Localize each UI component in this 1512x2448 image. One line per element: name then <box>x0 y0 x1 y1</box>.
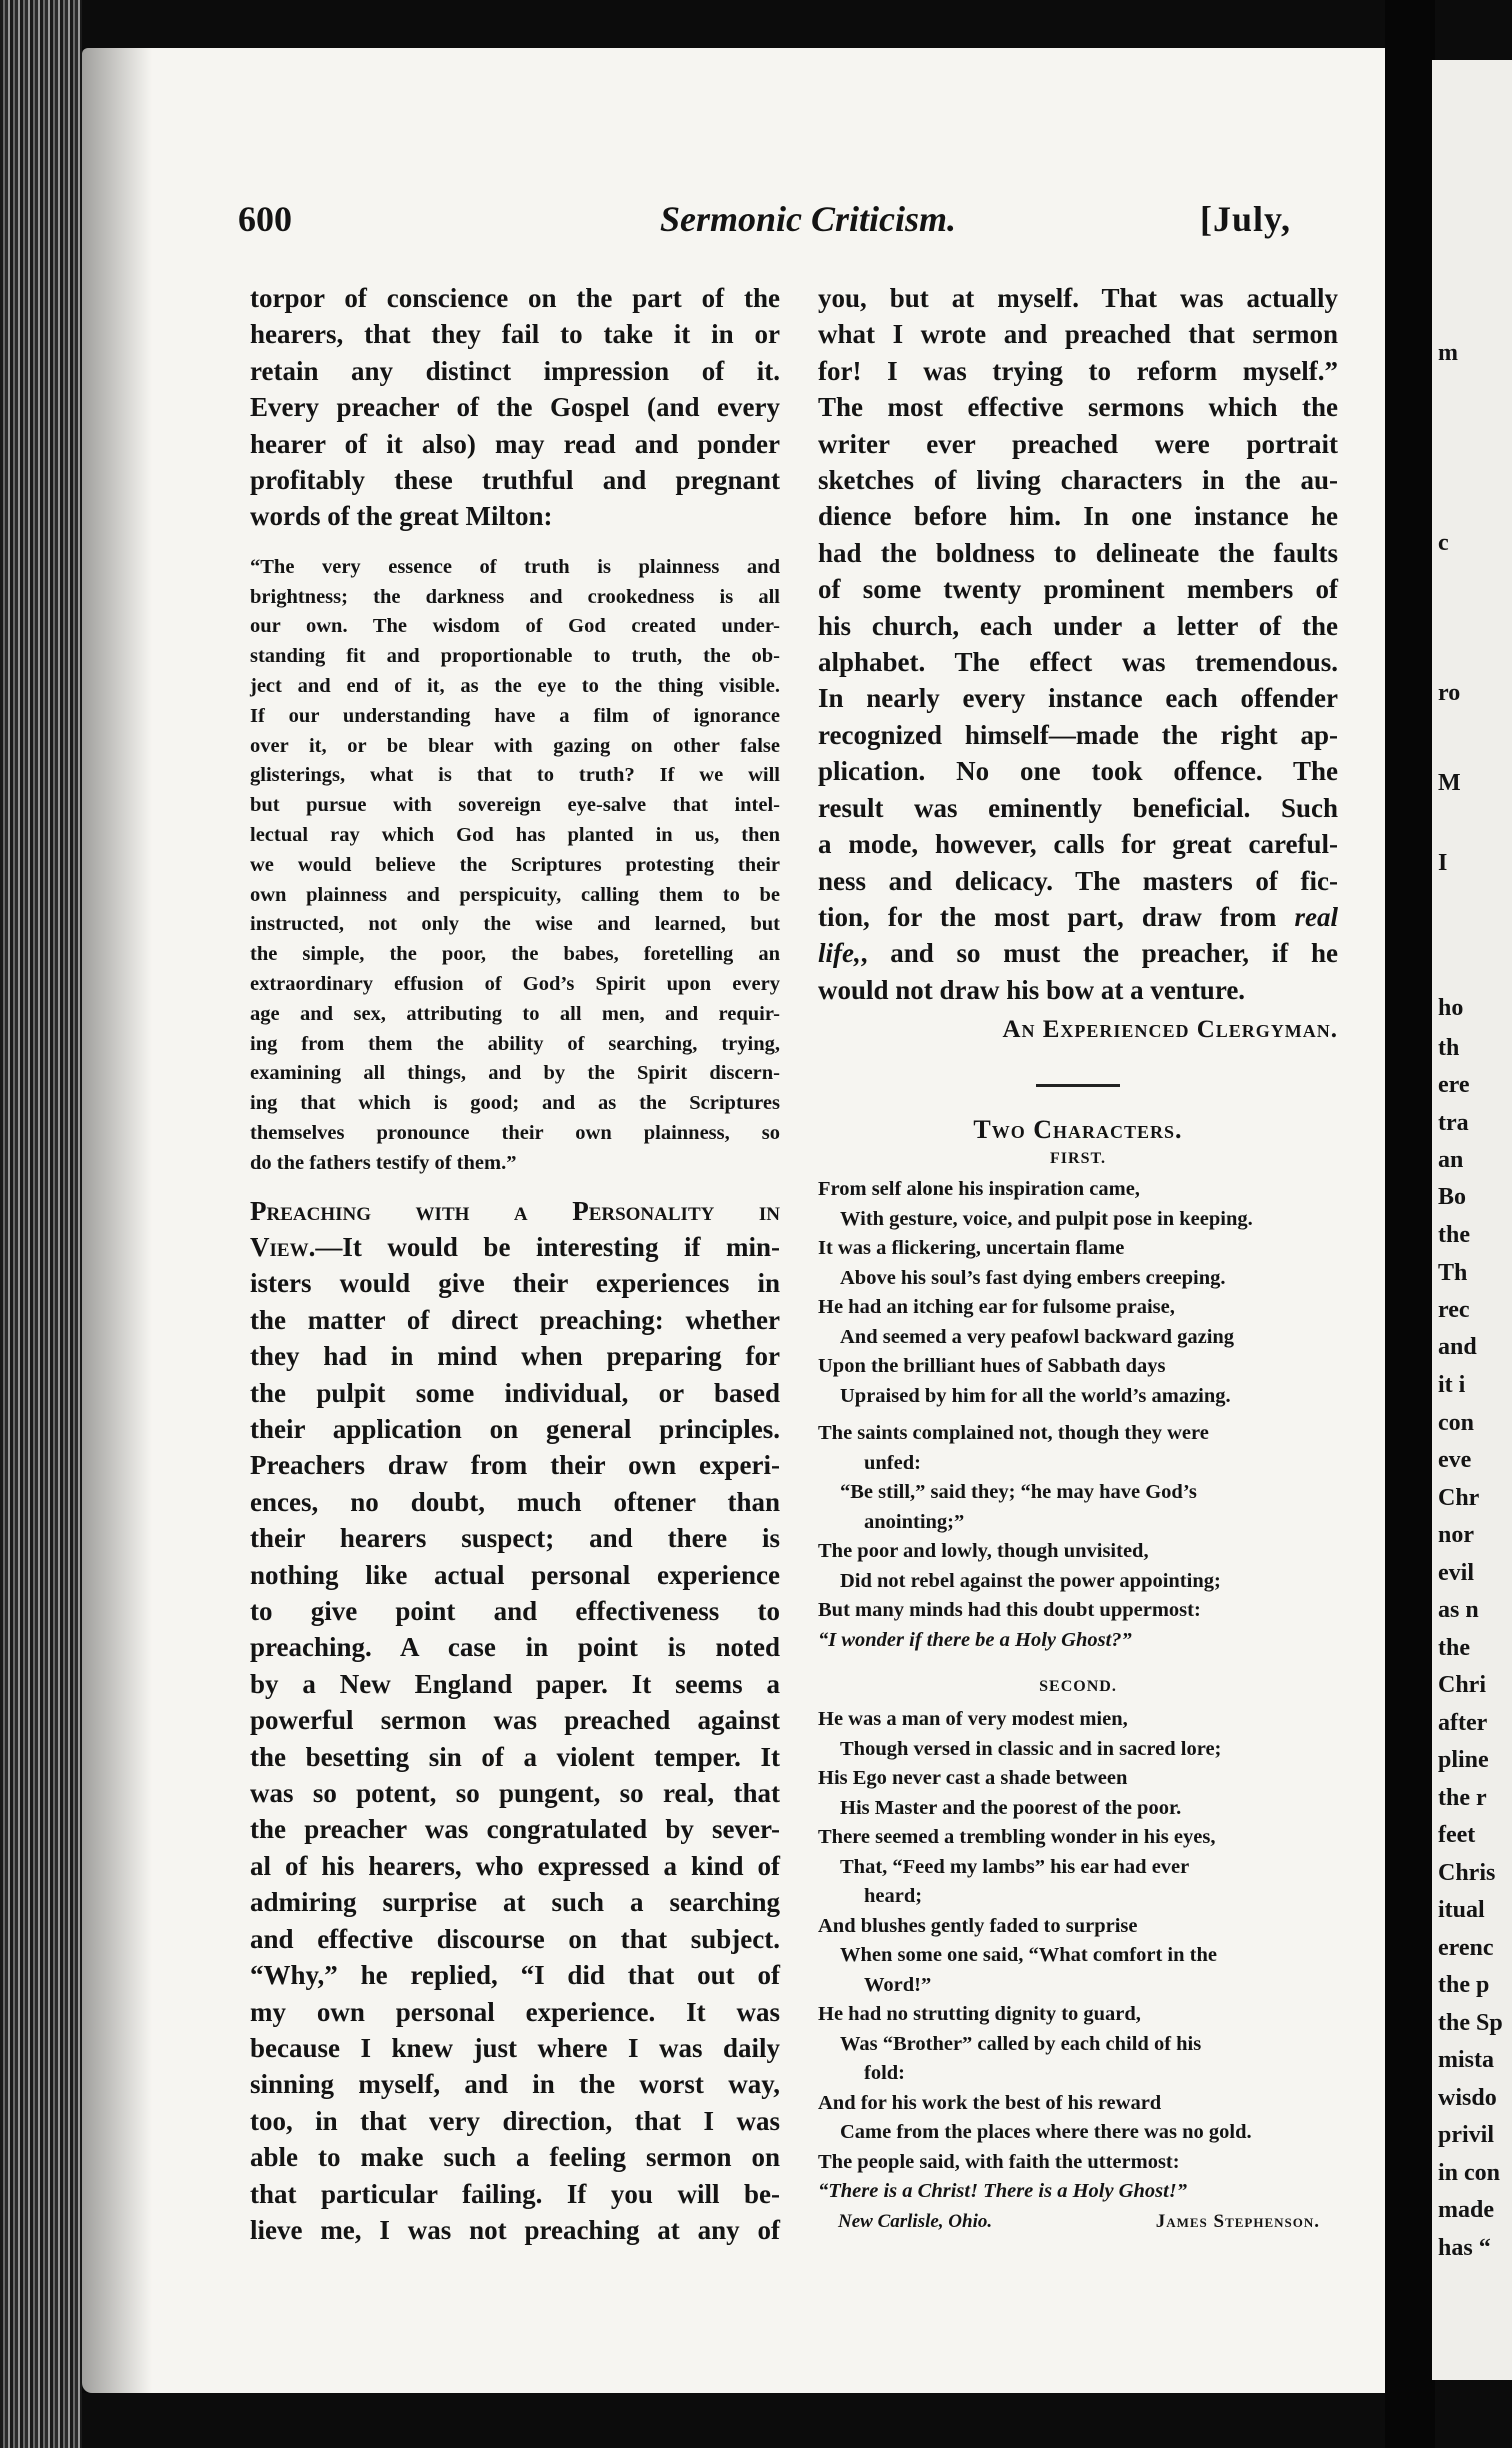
left-body-line: the besetting sin of a violent temper. It <box>250 1741 780 1772</box>
poem-line: But many minds had this doubt uppermost: <box>818 1599 1201 1622</box>
poem-line: That, “Feed my lambs” his ear had ever <box>840 1855 1190 1878</box>
left-body-line: able to make such a feeling sermon on <box>250 2142 780 2173</box>
left-body-line: preaching. A case in point is noted <box>250 1632 780 1663</box>
left-body-line: that particular failing. If you will be- <box>250 2178 780 2209</box>
next-page-fragment: itual <box>1438 1897 1485 1923</box>
left-body-line: ences, no doubt, much oftener than <box>250 1486 780 1517</box>
poem-line: Did not rebel against the power appointing; <box>840 1569 1221 1592</box>
right-column <box>818 280 1338 2237</box>
poem-line: fold: <box>864 2062 905 2085</box>
next-page-fragment: ere <box>1438 1072 1470 1098</box>
left-body-line: the pulpit some individual, or based <box>250 1377 780 1408</box>
left-body-line: sinning myself, and in the worst way, <box>250 2069 780 2100</box>
next-page-fragment: after <box>1438 1710 1488 1736</box>
right-body-line: sketches of living characters in the au- <box>818 465 1338 496</box>
poem-place: New Carlisle, Ohio. <box>838 2210 993 2232</box>
next-page-fragment: in con <box>1438 2160 1501 2186</box>
next-page-fragment: ro <box>1438 680 1461 706</box>
poem-line: He had no strutting dignity to guard, <box>818 2003 1141 2026</box>
right-body-line: dience before him. In one instance he <box>818 501 1338 532</box>
left-body-line: they had in mind when preparing for <box>250 1341 780 1372</box>
poem-line: unfed: <box>864 1451 921 1474</box>
poem-line: From self alone his inspiration came, <box>818 1178 1140 1201</box>
section-heading-end: View. <box>250 1231 316 1262</box>
poem-line: He had an itching ear for fulsome praise, <box>818 1296 1175 1319</box>
next-page-fragment: c <box>1438 530 1449 556</box>
poem-line: “I wonder if there be a Holy Ghost?” <box>818 1628 1132 1651</box>
left-body-line: was so potent, so pungent, so real, that <box>250 1778 780 1809</box>
left-body-line: isters would give their experiences in <box>250 1268 780 1299</box>
next-page-fragment: as n <box>1438 1597 1479 1623</box>
next-page-fragment: Chris <box>1438 1860 1496 1886</box>
quote-line: we would believe the Scriptures protesting their <box>250 853 780 876</box>
intro-line: torpor of conscience on the part of the <box>250 283 780 313</box>
intro-line: hearers, that they fail to take it in or <box>250 319 780 350</box>
poem-line: Though versed in classic and in sacred lore; <box>840 1737 1222 1760</box>
right-body-line: In nearly every instance each offender <box>818 683 1338 714</box>
next-page-fragment: the p <box>1438 1972 1490 1998</box>
milton-quote <box>250 553 780 1179</box>
quote-line: lectual ray which God has planted in us, then <box>250 824 780 847</box>
poem-line: And for his work the best of his reward <box>818 2091 1162 2114</box>
quote-line: instructed, not only the wise and learned, but <box>250 913 780 936</box>
quote-line: our own. The wisdom of God created under- <box>250 615 780 638</box>
next-page-fragment: Th <box>1438 1260 1468 1286</box>
italic-life: life, <box>818 938 861 969</box>
quote-line: brightness; the darkness and crookedness is all <box>250 585 780 608</box>
book-binding <box>0 0 82 2448</box>
quote-line: ject and end of it, as the eye to the thing visible. <box>250 675 780 698</box>
left-body-line: too, in that very direction, that I was <box>250 2105 780 2136</box>
poem-line: His Master and the poorest of the poor. <box>840 1796 1182 1819</box>
left-body-text <box>250 1265 780 2248</box>
poem-line: Upraised by him for all the world’s amazing. <box>840 1384 1231 1407</box>
right-body-line: alphabet. The effect was tremendous. <box>818 647 1338 678</box>
section-heading-rest: —It would be interesting if min- <box>315 1231 780 1262</box>
poem-line: And seemed a very peafowl backward gazing <box>840 1325 1235 1348</box>
next-page-fragment: Chri <box>1438 1672 1486 1698</box>
next-page-fragment: I <box>1438 850 1448 876</box>
poem-line: heard; <box>864 1885 923 1908</box>
poem-line: Word!” <box>864 1973 932 1996</box>
next-page-fragment: rec <box>1438 1297 1470 1323</box>
left-body-line: admiring surprise at such a searching <box>250 1887 780 1918</box>
next-page-fragment: M <box>1438 770 1461 796</box>
right-body-line: plication. No one took offence. The <box>818 756 1338 787</box>
left-body-line: powerful sermon was preached against <box>250 1705 780 1736</box>
next-page-fragment: has “ <box>1438 2235 1491 2261</box>
quote-line: age and sex, attributing to all men, and requir- <box>250 1002 780 1025</box>
poem-first-part <box>818 1175 1338 1655</box>
next-page-fragment: and <box>1438 1334 1477 1360</box>
poem-line: It was a flickering, uncertain flame <box>818 1237 1125 1260</box>
next-page-fragment: tra <box>1438 1110 1469 1136</box>
right-body-line: you, but at myself. That was actually <box>818 283 1338 313</box>
quote-line: ing from them the ability of searching, trying, <box>250 1032 780 1055</box>
running-month-text: [July, <box>1200 199 1292 239</box>
preaching-paragraph <box>250 1193 780 2249</box>
left-body-line: my own personal experience. It was <box>250 1996 780 2027</box>
next-page-fragment: Chr <box>1438 1485 1480 1511</box>
next-page-fragment: wisdo <box>1438 2085 1497 2111</box>
poem-line: He was a man of very modest mien, <box>818 1708 1128 1731</box>
right-body-line: had the boldness to delineate the faults <box>818 537 1338 568</box>
quote-line: ing that which is good; and as the Scriptures <box>250 1092 780 1115</box>
next-page-fragment: evil <box>1438 1560 1474 1586</box>
right-body-line: a mode, however, calls for great careful- <box>818 829 1338 860</box>
poem-first-label: FIRST. <box>1050 1150 1106 1168</box>
poem-line: Upon the brilliant hues of Sabbath days <box>818 1355 1166 1378</box>
quote-line: themselves pronounce their own plainness, so <box>250 1121 780 1144</box>
next-page-fragment: th <box>1438 1035 1460 1061</box>
stanza-gap <box>818 1411 1338 1419</box>
running-month <box>1200 198 1291 240</box>
next-page-fragment: feet <box>1438 1822 1476 1848</box>
left-body-line: their application on general principles. <box>250 1414 780 1445</box>
quote-line: extraordinary effusion of God’s Spirit upon every <box>250 973 780 995</box>
life-rest: , and so must the preacher, if he <box>860 938 1338 969</box>
next-page-fragment: nor <box>1438 1522 1474 1548</box>
left-body-line: nothing like actual personal experience <box>250 1559 780 1590</box>
poem-line: When some one said, “What comfort in the <box>840 1944 1217 1967</box>
left-body-line: to give point and effectiveness to <box>250 1596 780 1627</box>
poem-line: The poor and lowly, though unvisited, <box>818 1540 1149 1563</box>
left-body-line: because I knew just where I was daily <box>250 2032 780 2063</box>
section-heading-line <box>250 1193 780 1229</box>
poem-line: With gesture, voice, and pulpit pose in keeping. <box>840 1207 1253 1230</box>
poem-line: Came from the places where there was no gold. <box>840 2121 1252 2144</box>
next-page-fragment: eve <box>1438 1447 1472 1473</box>
left-body-line: by a New England paper. It seems a <box>250 1668 780 1699</box>
article-signature: An Experienced Clergyman. <box>1002 1016 1338 1044</box>
italic-real: real <box>1294 901 1338 932</box>
intro-line: hearer of it also) may read and ponder <box>250 428 780 459</box>
poem-line: His Ego never cast a shade between <box>818 1767 1128 1790</box>
page-number: 600 <box>238 199 292 239</box>
section-heading: Preaching with a Personality in <box>250 1195 780 1226</box>
next-page-fragment: ho <box>1438 995 1464 1021</box>
quote-line: but pursue with sovereign eye-salve that intel- <box>250 794 780 817</box>
right-body-line: result was eminently beneficial. Such <box>818 792 1338 823</box>
poem-signature <box>818 2207 1338 2237</box>
quote-line: standing fit and proportionable to truth, the ob- <box>250 645 780 668</box>
intro-line: retain any distinct impression of it. <box>250 355 780 386</box>
intro-line: Every preacher of the Gospel (and every <box>250 392 780 423</box>
next-page-fragment: it i <box>1438 1372 1466 1398</box>
poem-line: “There is a Christ! There is a Holy Ghost!” <box>818 2180 1188 2203</box>
poem-title: Two Characters. <box>973 1115 1183 1145</box>
next-page-fragment: Bo <box>1438 1184 1467 1210</box>
left-body-line: the preacher was congratulated by sever- <box>250 1814 780 1845</box>
left-body-line: the matter of direct preaching: whether <box>250 1304 780 1335</box>
intro-line: profitably these truthful and pregnant <box>250 465 780 496</box>
section-divider <box>1036 1084 1120 1087</box>
poem-second-label: SECOND. <box>1039 1678 1117 1696</box>
page-curl-shadow <box>82 48 152 2393</box>
next-page-edge <box>1432 60 1512 2380</box>
right-body-line-life <box>818 935 1338 971</box>
quote-line: If our understanding have a film of ignorance <box>250 704 780 727</box>
poem-line: The people said, with faith the uttermost: <box>818 2150 1180 2173</box>
poem-line: Was “Brother” called by each child of his <box>840 2032 1202 2055</box>
left-body-line: their hearers suspect; and there is <box>250 1523 780 1554</box>
quote-line: over it, or be blear with gazing on other false <box>250 734 780 757</box>
page-gap <box>1385 0 1435 2448</box>
left-body-line: “Why,” he replied, “I did that out of <box>250 1960 780 1991</box>
right-body-line: what I wrote and preached that sermon <box>818 319 1338 350</box>
next-page-fragment: mista <box>1438 2047 1494 2073</box>
next-page-fragment: the <box>1438 1635 1470 1661</box>
right-body-line: recognized himself—made the right ap- <box>818 719 1338 750</box>
section-heading-line-2 <box>250 1229 780 1265</box>
left-body-line: al of his hearers, who expressed a kind of <box>250 1850 780 1881</box>
right-body-line-italic: tion, for the most part, draw from real <box>818 901 1338 932</box>
next-page-fragment: the Sp <box>1438 2010 1503 2036</box>
poem-line: anointing;” <box>864 1510 965 1533</box>
right-body-line: ness and delicacy. The masters of fic- <box>818 865 1338 896</box>
next-page-fragment: m <box>1438 340 1458 366</box>
next-page-fragment: pline <box>1438 1747 1489 1773</box>
next-page-fragment: an <box>1438 1147 1464 1173</box>
next-page-fragment: made <box>1438 2197 1494 2223</box>
poem-author: James Stephenson. <box>1155 2210 1320 2232</box>
poem-line: The saints complained not, though they were <box>818 1422 1209 1445</box>
left-column <box>250 280 780 2248</box>
next-page-fragment: erenc <box>1438 1935 1494 1961</box>
right-body-line: his church, each under a letter of the <box>818 610 1338 641</box>
intro-line: words of the great Milton: <box>250 501 553 532</box>
poem-second-part <box>818 1705 1338 2207</box>
next-page-fragment: the r <box>1438 1785 1487 1811</box>
poem-line: There seemed a trembling wonder in his eyes, <box>818 1826 1216 1849</box>
quote-line: “The very essence of truth is plainness and <box>250 555 780 578</box>
right-body-line: The most effective sermons which the <box>818 392 1338 423</box>
quote-line: do the fathers testify of them.” <box>250 1151 517 1174</box>
right-body-final-line: would not draw his bow at a venture. <box>818 974 1246 1005</box>
poem-line: And blushes gently faded to surprise <box>818 1914 1138 1937</box>
quote-line: examining all things, and by the Spirit discern- <box>250 1062 780 1085</box>
quote-line: own plainness and perspicuity, calling them to be <box>250 883 780 906</box>
right-body-line: of some twenty prominent members of <box>818 574 1338 605</box>
poem-line: Above his soul’s fast dying embers creeping. <box>840 1266 1226 1289</box>
running-title: Sermonic Criticism. <box>660 199 957 239</box>
intro-paragraph <box>250 280 780 535</box>
next-page-fragment: con <box>1438 1410 1474 1436</box>
next-page-fragment: the <box>1438 1222 1470 1248</box>
right-body-line: writer ever preached were portrait <box>818 428 1338 459</box>
next-page-fragment: privil <box>1438 2122 1495 2148</box>
left-body-line: lieve me, I was not preaching at any of <box>250 2214 780 2245</box>
right-body-text <box>818 280 1338 899</box>
right-body-line: for! I was trying to reform myself.” <box>818 355 1338 386</box>
quote-line: the simple, the poor, the babes, foretelling an <box>250 943 780 966</box>
poem-line: “Be still,” said they; “he may have God’s <box>840 1481 1197 1504</box>
left-body-line: Preachers draw from their own experi- <box>250 1450 780 1481</box>
quote-line: glisterings, what is that to truth? If we will <box>250 764 780 787</box>
left-body-line: and effective discourse on that subject. <box>250 1923 780 1954</box>
